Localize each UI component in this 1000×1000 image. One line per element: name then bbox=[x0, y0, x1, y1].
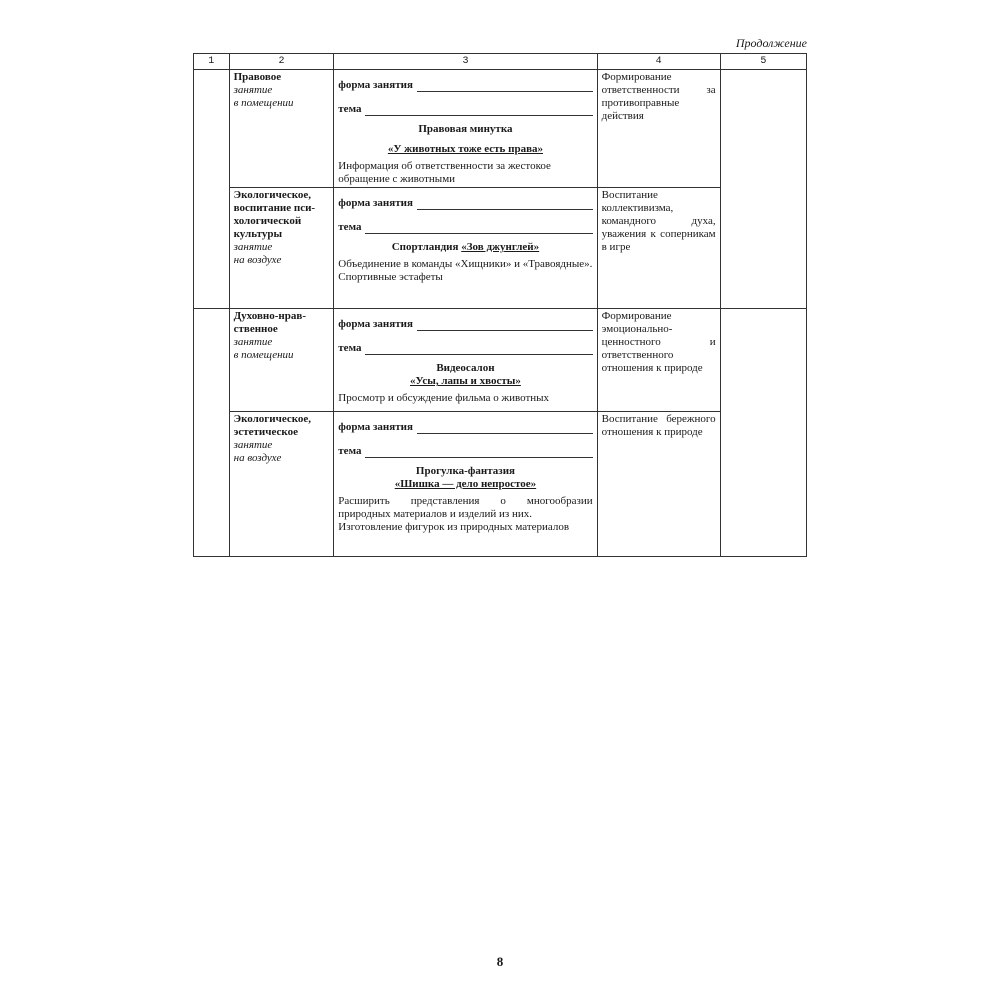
direction-line: эстетическое bbox=[233, 426, 298, 438]
day-cell bbox=[194, 309, 230, 557]
topic-label: тема bbox=[338, 342, 362, 354]
direction-line: Экологическое, bbox=[233, 189, 312, 201]
event-description bbox=[338, 258, 592, 284]
notes-cell bbox=[720, 309, 806, 557]
goal-cell: Формирование ответственности за противоправные действия bbox=[597, 70, 720, 188]
table-row-legal bbox=[194, 70, 807, 188]
event-type: Прогулка-фантазия bbox=[415, 465, 515, 477]
column-header-2: 2 bbox=[229, 54, 334, 70]
event-heading bbox=[338, 241, 592, 254]
form-fill-line[interactable] bbox=[417, 198, 593, 210]
topic-fill-line[interactable] bbox=[365, 446, 592, 458]
direction-line: культуры bbox=[233, 228, 283, 240]
direction-line: Духовно-нрав- bbox=[233, 310, 306, 322]
direction-line: воспитание пси- bbox=[233, 202, 316, 214]
topic-label: тема bbox=[338, 221, 362, 233]
direction-cell bbox=[229, 70, 334, 188]
event-description bbox=[338, 160, 592, 186]
event-type: Спортландия bbox=[391, 241, 459, 253]
description-line: Информация об ответственности за жестокое обращение с животными bbox=[338, 160, 551, 185]
activity-plan-table bbox=[193, 53, 807, 557]
event-type: Видеосалон bbox=[436, 362, 495, 374]
form-field[interactable] bbox=[338, 79, 592, 92]
place-line: занятие bbox=[233, 439, 273, 451]
column-number-row bbox=[194, 54, 807, 70]
table-row-ecological-aesthetic bbox=[194, 412, 807, 557]
place-line: занятие bbox=[233, 336, 273, 348]
day-cell bbox=[194, 70, 230, 309]
topic-field[interactable] bbox=[338, 103, 592, 116]
form-fill-line[interactable] bbox=[417, 80, 593, 92]
place-line: в помещении bbox=[233, 349, 294, 361]
description-line: Объединение в команды «Хищники» и «Травоядные». bbox=[338, 258, 593, 270]
description-line: Спортивные эстафеты bbox=[338, 271, 443, 283]
direction-line: ственное bbox=[233, 323, 278, 335]
goal-cell: Формирование эмоционально-ценностного и ответственного отношения к природе bbox=[597, 309, 720, 412]
form-fill-line[interactable] bbox=[417, 319, 593, 331]
table-row-spiritual bbox=[194, 309, 807, 412]
form-field[interactable] bbox=[338, 318, 592, 331]
direction-cell bbox=[229, 188, 334, 309]
form-fill-line[interactable] bbox=[417, 422, 593, 434]
form-label: форма занятия bbox=[338, 421, 413, 433]
form-label: форма занятия bbox=[338, 79, 413, 91]
goal-cell: Воспитание коллективизма, командного духа, уважения к соперникам в игре bbox=[597, 188, 720, 309]
content-cell bbox=[334, 412, 597, 557]
content-cell bbox=[334, 70, 597, 188]
direction-line: Правовое bbox=[233, 71, 282, 83]
event-type: Правовая минутка bbox=[418, 123, 513, 135]
place-line: занятие bbox=[233, 84, 273, 96]
topic-fill-line[interactable] bbox=[365, 343, 592, 355]
content-cell bbox=[334, 309, 597, 412]
event-description bbox=[338, 392, 592, 405]
description-line: Просмотр и обсуждение фильма о животных bbox=[338, 392, 550, 404]
form-label: форма занятия bbox=[338, 197, 413, 209]
page-number: 8 bbox=[496, 954, 504, 969]
topic-field[interactable] bbox=[338, 445, 592, 458]
topic-label: тема bbox=[338, 445, 362, 457]
goal-cell: Воспитание бережного отношения к природе bbox=[597, 412, 720, 557]
place-line: в помещении bbox=[233, 97, 294, 109]
column-header-1: 1 bbox=[194, 54, 230, 70]
form-field[interactable] bbox=[338, 197, 592, 210]
event-name: «Усы, лапы и хвосты» bbox=[410, 375, 521, 387]
table-row-ecological-psych bbox=[194, 188, 807, 309]
topic-fill-line[interactable] bbox=[365, 104, 592, 116]
column-header-4: 4 bbox=[597, 54, 720, 70]
direction-cell bbox=[229, 309, 334, 412]
event-description bbox=[338, 495, 592, 534]
event-name: «Зов джунглей» bbox=[461, 241, 540, 253]
topic-field[interactable] bbox=[338, 221, 592, 234]
description-line: Изготовление фигурок из природных материалов bbox=[338, 521, 570, 533]
event-name: «У животных тоже есть права» bbox=[387, 143, 544, 155]
direction-line: хологической bbox=[233, 215, 302, 227]
column-header-5: 5 bbox=[720, 54, 806, 70]
description-line: Расширить представления о многообразии природных материалов и изделий из них. bbox=[338, 495, 593, 520]
place-line: занятие bbox=[233, 241, 273, 253]
topic-field[interactable] bbox=[338, 342, 592, 355]
form-field[interactable] bbox=[338, 421, 592, 434]
form-label: форма занятия bbox=[338, 318, 413, 330]
place-line: на воздухе bbox=[233, 452, 282, 464]
place-line: на воздухе bbox=[233, 254, 282, 266]
column-header-3: 3 bbox=[334, 54, 597, 70]
direction-cell bbox=[229, 412, 334, 557]
continuation-label: Продолжение bbox=[735, 36, 807, 50]
topic-label: тема bbox=[338, 103, 362, 115]
topic-fill-line[interactable] bbox=[365, 222, 592, 234]
content-cell bbox=[334, 188, 597, 309]
event-name: «Шишка — дело непростое» bbox=[394, 478, 537, 490]
notes-cell bbox=[720, 70, 806, 309]
direction-line: Экологическое, bbox=[233, 413, 312, 425]
